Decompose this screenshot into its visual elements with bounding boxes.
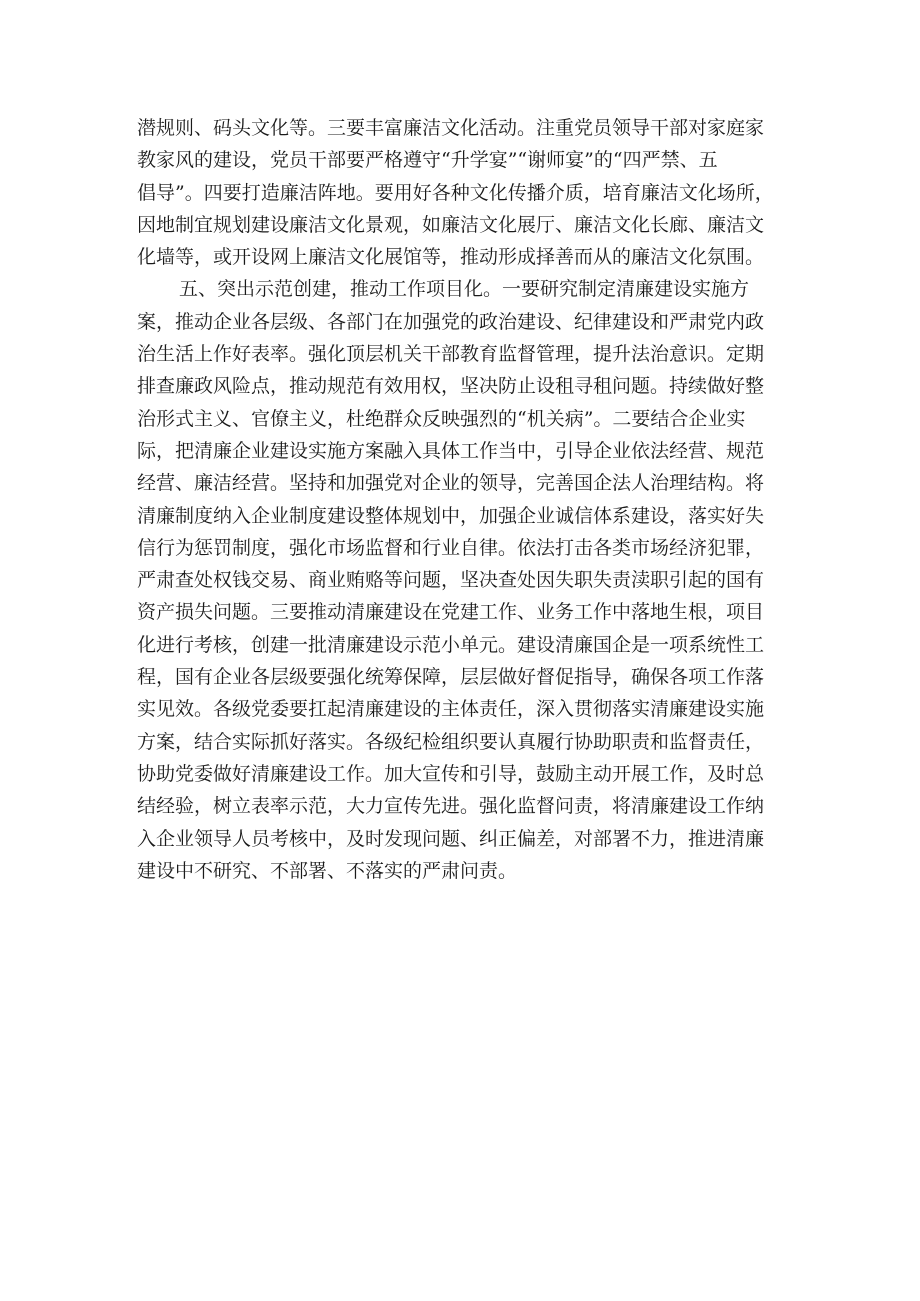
- text-line: 倡导”。四要打造廉洁阵地。要用好各种文化传播介质，培育廉洁文化场所，: [137, 181, 774, 204]
- text-line: 方案，结合实际抓好落实。各级纪检组织要认真履行协助职责和监督责任，: [137, 730, 765, 753]
- section-heading-line: 五、突出示范创建，推动工作项目化。一要研究制定清廉建设实施方: [179, 278, 750, 301]
- body-text: [137, 112, 787, 887]
- text-line: 际，把清廉企业建设实施方案融入具体工作当中，引导企业依法经营、规范: [137, 439, 765, 462]
- text-line: 入企业领导人员考核中，及时发现问题、纠正偏差，对部署不力，推进清廉: [137, 827, 765, 850]
- text-line: 建设中不研究、不部署、不落实的严肃问责。: [137, 859, 518, 882]
- text-line: 治形式主义、官僚主义，杜绝群众反映强烈的“机关病”。二要结合企业实: [137, 407, 746, 430]
- text-line: 经营、廉洁经营。坚持和加强党对企业的领导，完善国企法人治理结构。将: [137, 472, 765, 495]
- text-line: 协助党委做好清廉建设工作。加大宣传和引导，鼓励主动开展工作，及时总: [137, 762, 765, 785]
- text-line: 信行为惩罚制度，强化市场监督和行业自律。依法打击各类市场经济犯罪，: [137, 536, 765, 559]
- text-line: 清廉制度纳入企业制度建设整体规划中，加强企业诚信体系建设，落实好失: [137, 504, 765, 527]
- text-line: 因地制宜规划建设廉洁文化景观，如廉洁文化展厅、廉洁文化长廊、廉洁文: [137, 213, 765, 236]
- text-line: 实见效。各级党委要扛起清廉建设的主体责任，深入贯彻落实清廉建设实施: [137, 698, 765, 721]
- text-line: 程，国有企业各层级要强化统筹保障，层层做好督促指导，确保各项工作落: [137, 666, 765, 689]
- text-line: 教家风的建设，党员干部要严格遵守“升学宴”“谢师宴”的“四严禁、五: [137, 149, 718, 172]
- text-line: 严肃查处权钱交易、商业贿赂等问题，坚决查处因失职失责渎职引起的国有: [137, 569, 765, 592]
- text-line: 资产损失问题。三要推动清廉建设在党建工作、业务工作中落地生根，项目: [137, 601, 765, 624]
- text-line: 治生活上作好表率。强化顶层机关干部教育监督管理，提升法治意识。定期: [137, 343, 765, 366]
- text-line: 结经验，树立表率示范，大力宣传先进。强化监督问责，将清廉建设工作纳: [137, 795, 765, 818]
- text-line: 潜规则、码头文化等。三要丰富廉洁文化活动。注重党员领导干部对家庭家: [137, 117, 765, 139]
- text-line: 排查廉政风险点，推动规范有效用权，坚决防止设租寻租问题。持续做好整: [137, 375, 765, 398]
- text-line: 化墙等，或开设网上廉洁文化展馆等，推动形成择善而从的廉洁文化氛围。: [137, 246, 765, 269]
- text-line: 案，推动企业各层级、各部门在加强党的政治建设、纪律建设和严肃党内政: [137, 310, 765, 333]
- text-line: 化进行考核，创建一批清廉建设示范小单元。建设清廉国企是一项系统性工: [137, 633, 765, 656]
